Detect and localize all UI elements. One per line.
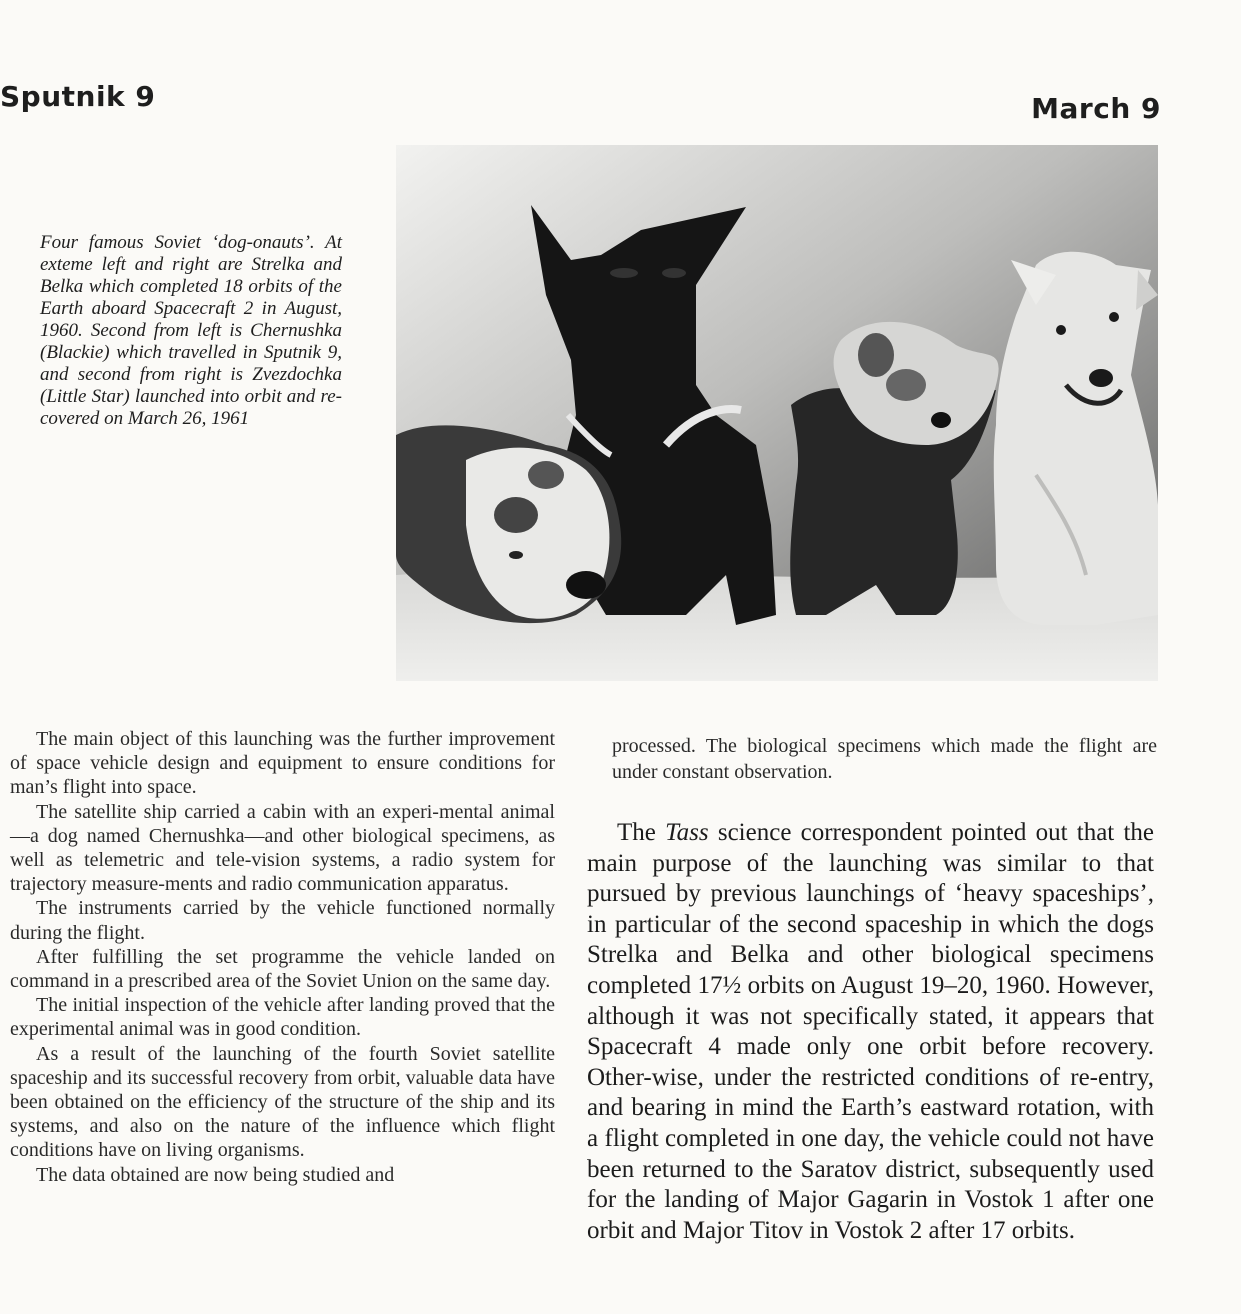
dogs-photo-icon	[396, 145, 1158, 681]
paragraph: After fulfilling the set programme the vehicle landed on command in a prescribed area of the Soviet Union on the same day.	[10, 945, 555, 993]
paragraph-body: science correspondent pointed out that the main purpose of the launching was similar to that pursued by previous launchings of ‘heavy spaceships’, in particular of the second spaceship in which the dogs Strelka and Belka and other biological specimens completed 17½ orbits on August 19–20, 1960. However, although it was not specifically stated, it appears that Spacecraft 4 made only one orbit before recovery. Other-wise, under the restricted conditions of re-entry, and bearing in mind the Earth’s eastward rotation, with a flight completed in one day, the vehicle could not have been returned to the Saratov district, subsequently used for the landing of Major Gagarin in Vostok 1 after one orbit and Major Titov in Vostok 2 after 17 orbits.	[587, 819, 1155, 1244]
left-column	[10, 727, 555, 1187]
paragraph: The satellite ship carried a cabin with an experi-mental animal—a dog named Chernushka—and other biological specimens, as well as telemetric and tele-vision systems, a radio system for trajectory measure-ments and radio communication apparatus.	[10, 800, 555, 896]
photo-caption: Four famous Soviet ‘dog-onauts’. At exteme left and right are Strelka and Belka which completed 18 orbits of the Earth aboard Spacecraft 2 in August, 1960. Second from left is Chernushka (Blackie) which travelled in Sputnik 9, and second from right is Zvezdochka (Little Star) launched into orbit and re-covered on March 26, 1961	[40, 232, 342, 429]
dogs-photo	[396, 145, 1158, 681]
paragraph: The instruments carried by the vehicle functioned normally during the flight.	[10, 897, 555, 944]
right-column	[587, 818, 1154, 1246]
paragraph: The initial inspection of the vehicle after landing proved that the experimental animal was in good condition.	[10, 994, 555, 1041]
paragraph: processed. The biological specimens which made the flight are under constant observation.	[612, 735, 1157, 783]
paragraph: The data obtained are now being studied and	[36, 1163, 395, 1186]
paragraph: The main object of this launching was the further improvement of space vehicle design and equipment to ensure conditions for man’s flight into space.	[10, 728, 555, 799]
page-date: March 9	[1031, 92, 1161, 125]
paragraph-intro: The	[617, 819, 656, 846]
page-title: Sputnik 9	[0, 80, 156, 113]
paragraph: As a result of the launching of the fourth Soviet satellite spaceship and its successful recovery from orbit, valuable data have been obtained on the efficiency of the structure of the ship and its systems, and also on the nature of the influence which flight conditions have on living organisms.	[10, 1042, 555, 1162]
paragraph	[587, 818, 1154, 1246]
tass-label: Tass	[665, 819, 709, 846]
right-column-top	[612, 733, 1157, 785]
